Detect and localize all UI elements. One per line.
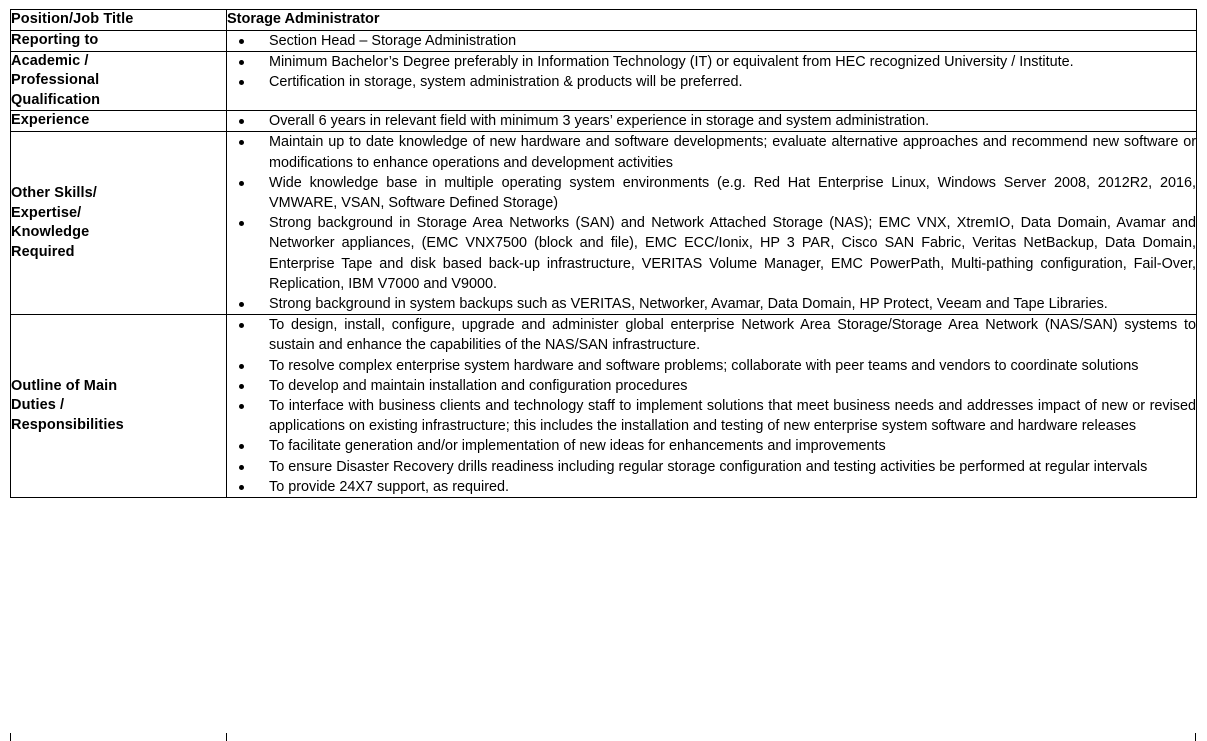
list-item: To resolve complex enterprise system hardware and software problems; collaborate with peer teams and vendors to coordinate solutions: [227, 356, 1196, 376]
list-item: To design, install, configure, upgrade and administer global enterprise Network Area Storage/Storage Area Network (NAS/SAN) systems to sustain and enhance the capabilities of the NAS/SAN infrastructure.: [227, 315, 1196, 355]
list-item: To provide 24X7 support, as required.: [227, 477, 1196, 497]
label-line: Academic /: [11, 52, 89, 69]
label-line: Outline of Main: [11, 377, 118, 394]
label-line: Expertise/: [11, 204, 82, 221]
label-line: Required: [11, 243, 75, 260]
label-line: Qualification: [11, 91, 101, 108]
table-row: [11, 132, 1197, 315]
row-label-reporting-to: Reporting to: [11, 30, 227, 51]
row-value-outline-of-main-duties: [227, 315, 1197, 498]
list-item: Certification in storage, system administration & products will be preferred.: [227, 72, 1196, 92]
bullet-list: [227, 132, 1196, 314]
label-line: Duties /: [11, 397, 65, 414]
table-row: [11, 51, 1197, 111]
row-label-academic-professional-qualification: [11, 51, 227, 111]
list-item: Minimum Bachelor’s Degree preferably in Information Technology (IT) or equivalent from HEC recognized University / Institute.: [227, 52, 1196, 72]
row-value-academic-professional-qualification: [227, 51, 1197, 111]
row-label-other-skills: [11, 132, 227, 315]
row-value-position-job-title: Storage Administrator: [227, 10, 1197, 31]
row-value-experience: [227, 111, 1197, 132]
row-value-reporting-to: [227, 30, 1197, 51]
label-line: Other Skills/: [11, 185, 97, 202]
table-row: [11, 30, 1197, 51]
bullet-list: [227, 31, 1196, 51]
bullet-list: [227, 111, 1196, 131]
label-line: Responsibilities: [11, 416, 124, 433]
label-line: Professional: [11, 72, 100, 89]
table-next-row-sliver: [10, 733, 1196, 741]
job-description-table: [10, 9, 1197, 498]
bullet-list: [227, 52, 1196, 92]
row-label-outline-of-main-duties: [11, 315, 227, 498]
list-item: Section Head – Storage Administration: [227, 31, 1196, 51]
row-label-position-job-title: Position/Job Title: [11, 10, 227, 31]
list-item: Strong background in system backups such as VERITAS, Networker, Avamar, Data Domain, HP Protect, Veeam and Tape Libraries.: [227, 294, 1196, 314]
list-item: Overall 6 years in relevant field with minimum 3 years’ experience in storage and system administration.: [227, 111, 1196, 131]
bullet-list: [227, 315, 1196, 497]
list-item: Strong background in Storage Area Networks (SAN) and Network Attached Storage (NAS); EMC VNX, XtremIO, Data Domain, Avamar and Networker appliances, (EMC VNX7500 (block and file), EMC ECC/Ionix, HP 3 PAR, Cisco SAN Fabric, Veritas NetBackup, Data Domain, Enterprise Tape and disk based back-up infrastructure, VERITAS Volume Manager, EMC PowerPath, Multi-pathing configuration, Fail-Over, Replication, IBM V7000 and V9000.: [227, 213, 1196, 294]
row-value-other-skills: [227, 132, 1197, 315]
list-item: To develop and maintain installation and configuration procedures: [227, 376, 1196, 396]
table-row: [11, 111, 1197, 132]
column-divider: [226, 733, 227, 741]
list-item: Wide knowledge base in multiple operating system environments (e.g. Red Hat Enterprise Linux, Windows Server 2008, 2012R2, 2016, VMWARE, VSAN, Software Defined Storage): [227, 173, 1196, 213]
table-row: [11, 10, 1197, 31]
list-item: To interface with business clients and technology staff to implement solutions that meet business needs and addresses impact of new or revised applications on existing infrastructure; this includes the installation and testing of new enterprise system software and hardware releases: [227, 396, 1196, 436]
list-item: Maintain up to date knowledge of new hardware and software developments; evaluate alternative approaches and recommend new software or modifications to enhance operations and development activities: [227, 132, 1196, 172]
list-item: To ensure Disaster Recovery drills readiness including regular storage configuration and testing activities be performed at regular intervals: [227, 457, 1196, 477]
label-line: Knowledge: [11, 224, 90, 241]
list-item: To facilitate generation and/or implementation of new ideas for enhancements and improvements: [227, 436, 1196, 456]
table-row: [11, 315, 1197, 498]
row-label-experience: Experience: [11, 111, 227, 132]
